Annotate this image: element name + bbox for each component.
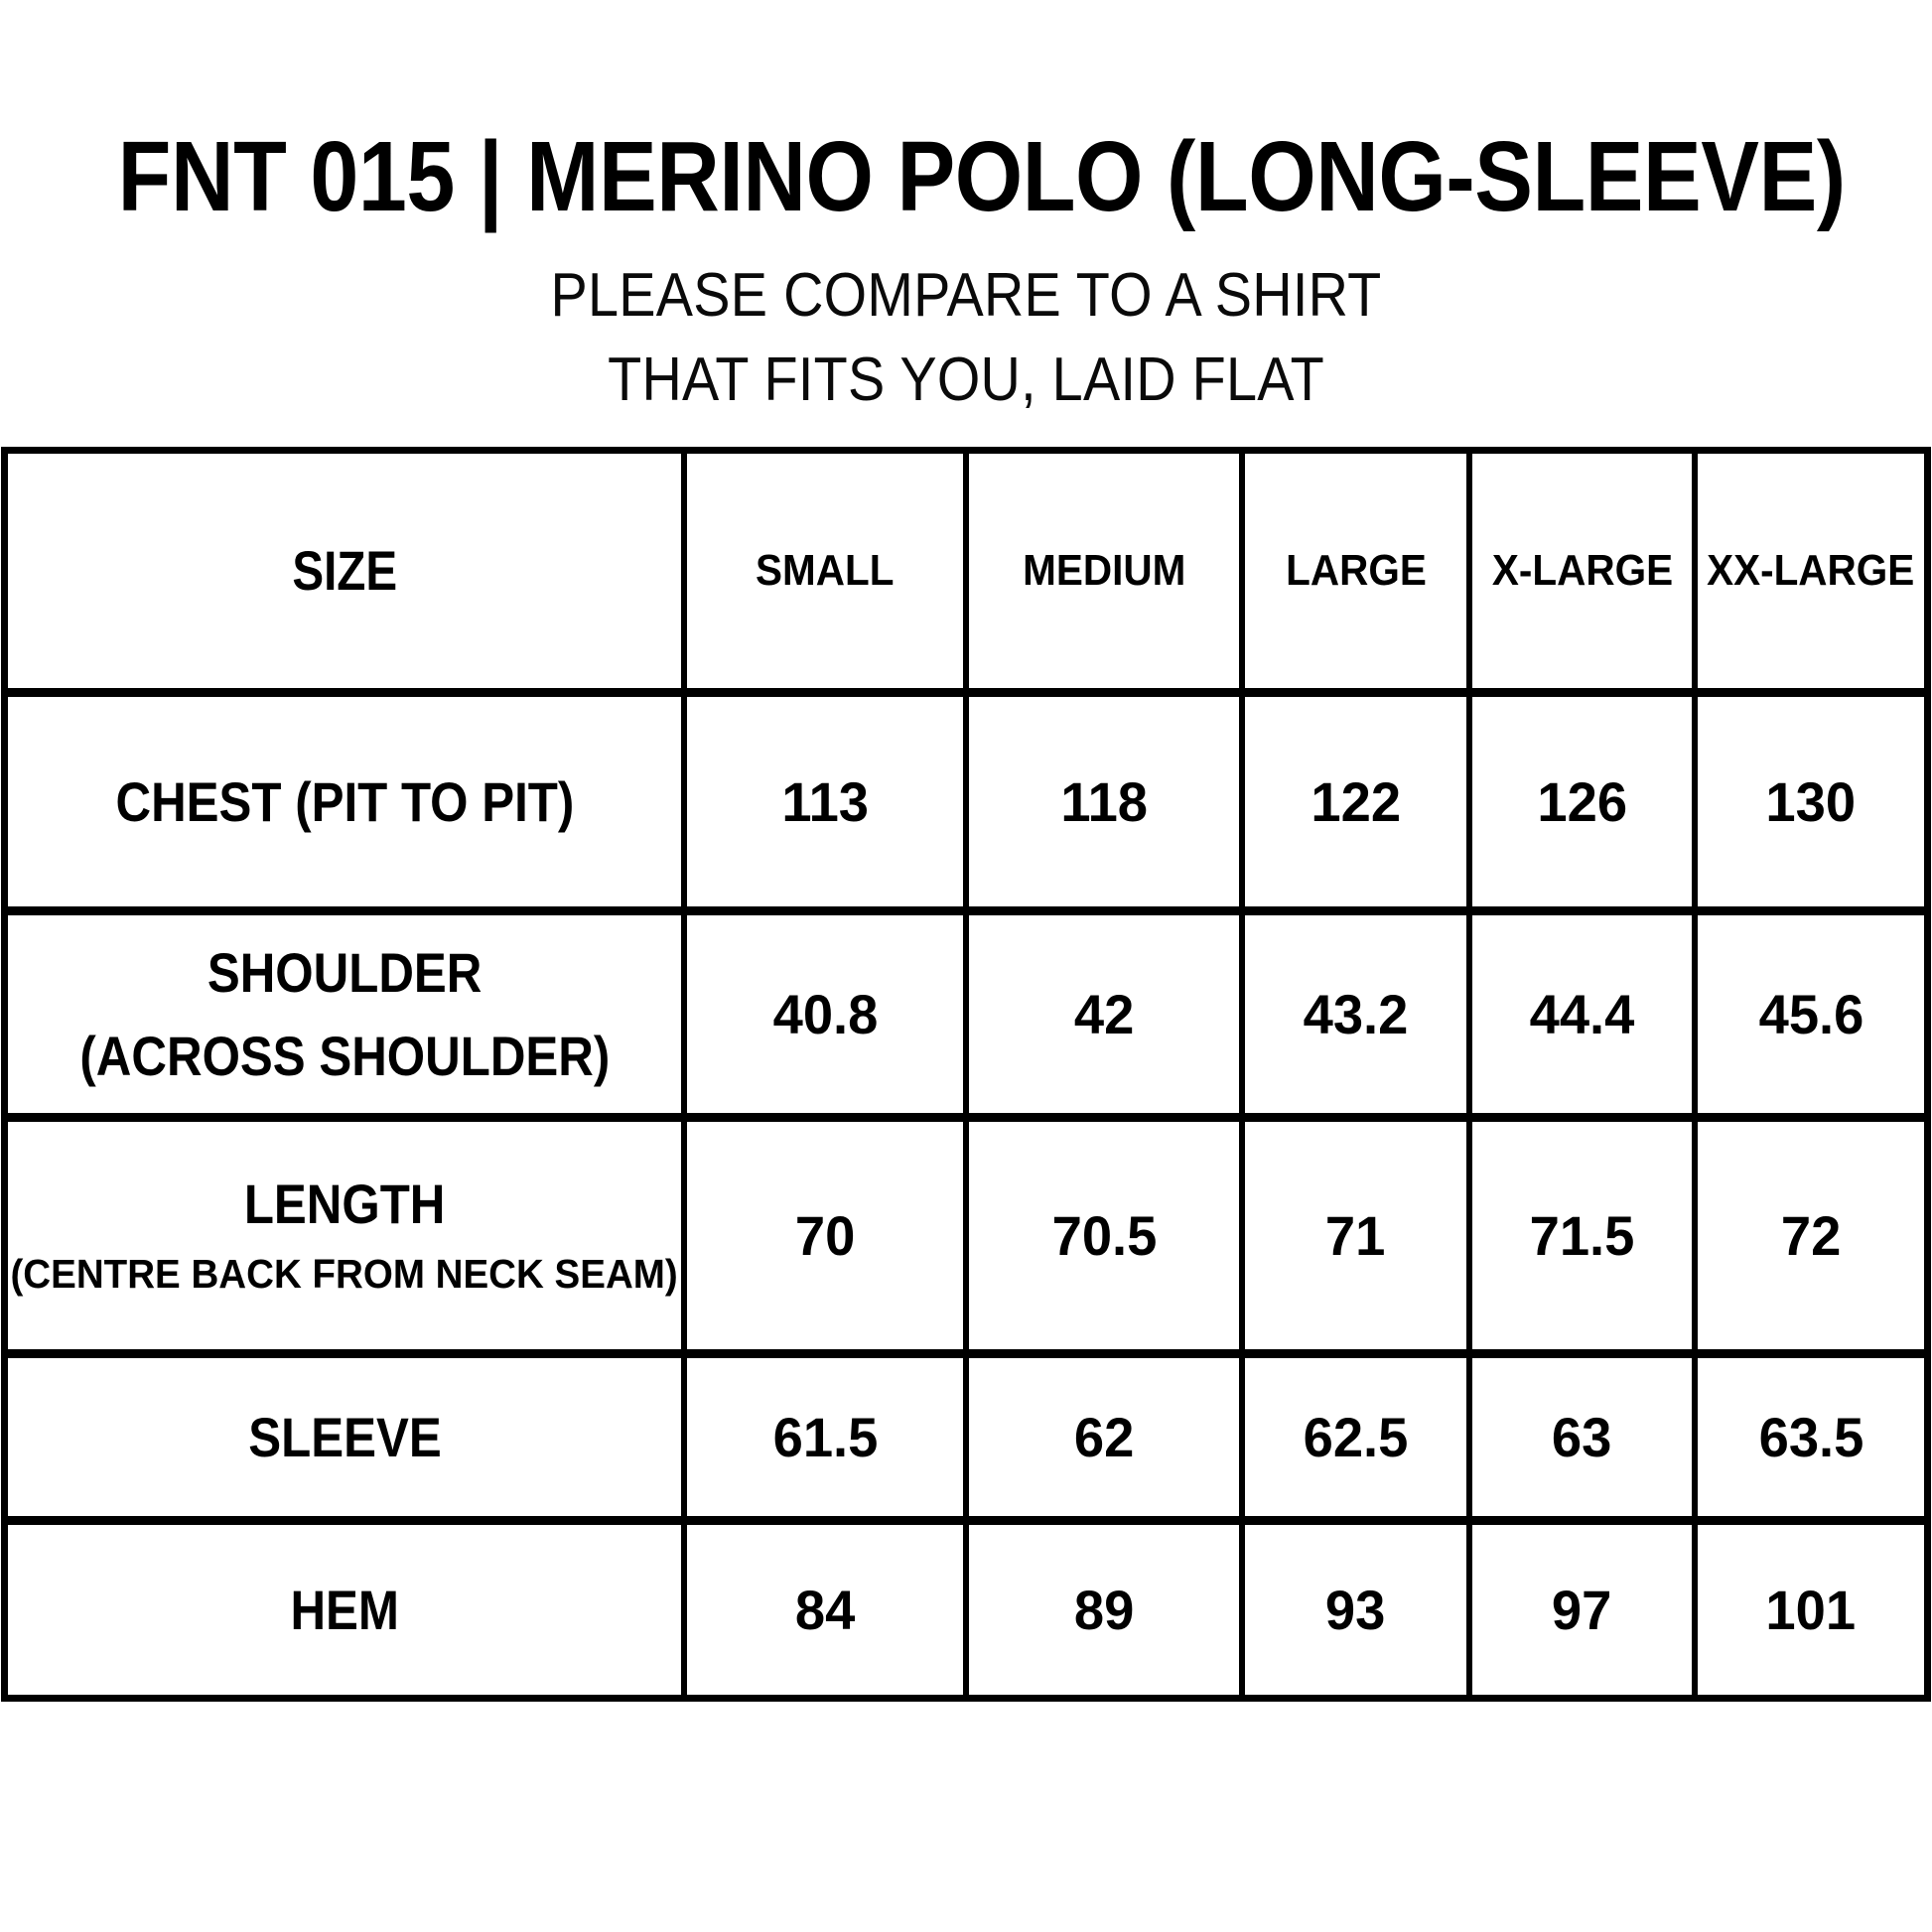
- subtitle-line-1-text: PLEASE COMPARE TO A SHIRT: [550, 260, 1382, 330]
- value-length-x-large: 71.5: [1472, 1122, 1698, 1358]
- value-length-xx-large: 72: [1698, 1122, 1924, 1358]
- value-sleeve-large: 62.5: [1245, 1358, 1472, 1525]
- column-header-x-large-text: X-LARGE: [1491, 546, 1673, 595]
- column-header-medium: [969, 454, 1245, 697]
- row-sublabel-length-text: (CENTRE BACK FROM NECK SEAM): [10, 1251, 679, 1297]
- row-label-shoulder-text: SHOULDER: [207, 940, 483, 1004]
- row-label-length-text: LENGTH: [243, 1173, 446, 1235]
- size-header-cell: [8, 454, 687, 697]
- value-length-large: 71: [1245, 1122, 1472, 1358]
- value-chest-xx-large: 130: [1698, 697, 1924, 915]
- value-shoulder-medium: 42: [969, 915, 1245, 1122]
- column-header-large: [1245, 454, 1472, 697]
- subtitle-line-1: [0, 253, 1932, 338]
- row-label-hem: [8, 1525, 687, 1695]
- column-header-medium-text: MEDIUM: [1022, 546, 1186, 595]
- value-sleeve-xx-large: 63.5: [1698, 1358, 1924, 1525]
- value-hem-xx-large: 101: [1765, 1578, 1857, 1641]
- subtitle-line-2: [0, 338, 1932, 422]
- column-header-large-text: LARGE: [1285, 546, 1427, 595]
- value-length-small: 70: [687, 1122, 969, 1358]
- value-sleeve-medium: 62: [969, 1358, 1245, 1525]
- column-header-xx-large-text: XX-LARGE: [1707, 546, 1915, 595]
- row-label-hem-text: HEM: [290, 1578, 399, 1641]
- value-hem-small: 84: [687, 1525, 969, 1695]
- value-sleeve-x-large: 63: [1472, 1358, 1698, 1525]
- page-title-text: FNT 015 | MERINO POLO (LONG-SLEEVE): [117, 121, 1846, 232]
- column-header-small-text: SMALL: [756, 546, 895, 595]
- value-chest-medium: 118: [969, 697, 1245, 915]
- value-shoulder-x-large: 44.4: [1472, 915, 1698, 1122]
- row-label-shoulder: [8, 915, 687, 1122]
- value-chest-large: 122: [1245, 697, 1472, 915]
- row-label-length: [8, 1122, 687, 1358]
- value-hem-x-large: 97: [1472, 1525, 1698, 1695]
- value-length-medium: 70.5: [969, 1122, 1245, 1358]
- row-sublabel-shoulder-text: (ACROSS SHOULDER): [79, 1024, 610, 1087]
- size-chart-table: [1, 447, 1931, 1702]
- column-header-x-large: [1472, 454, 1698, 697]
- value-shoulder-small: 40.8: [687, 915, 969, 1122]
- row-label-sleeve-text: SLEEVE: [247, 1405, 442, 1468]
- column-header-small: [687, 454, 969, 697]
- row-label-chest-text: CHEST (PIT TO PIT): [115, 769, 574, 833]
- row-label-chest: [8, 697, 687, 915]
- column-header-xx-large: [1698, 454, 1924, 697]
- value-hem-large: 93: [1245, 1525, 1472, 1695]
- value-sleeve-small: 61.5: [687, 1358, 969, 1525]
- page-subtitle: [0, 253, 1932, 422]
- row-label-sleeve: [8, 1358, 687, 1525]
- value-chest-small: 113: [687, 697, 969, 915]
- value-hem-medium: 89: [969, 1525, 1245, 1695]
- subtitle-line-2-text: THAT FITS YOU, LAID FLAT: [608, 345, 1324, 414]
- value-shoulder-xx-large: 45.6: [1698, 915, 1924, 1122]
- value-chest-x-large: 126: [1472, 697, 1698, 915]
- value-shoulder-large: 43.2: [1245, 915, 1472, 1122]
- size-header-text: SIZE: [292, 539, 397, 602]
- page-title: [0, 121, 1932, 232]
